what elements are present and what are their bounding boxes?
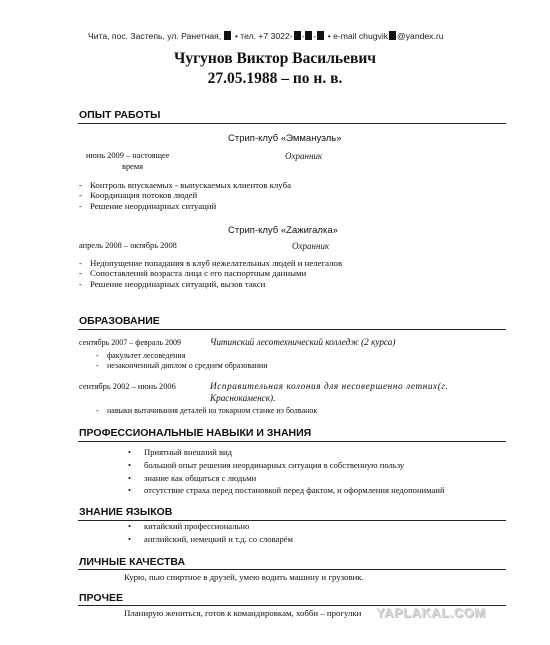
contact-email-suffix: @yandex.ru — [397, 31, 444, 41]
section-divider — [78, 441, 506, 442]
job-company: Стрип-клуб «Zажигалка» — [228, 225, 338, 236]
list-item: • Приятный внешний вид — [128, 445, 445, 459]
job-role: Охранник — [292, 241, 330, 251]
date-of-birth: 27.05.1988 – по н. в. — [207, 70, 343, 87]
list-item: - Недопущение попадания в клуб нежелательных людей и нелегалов — [79, 258, 342, 268]
job-role: Охранник — [285, 151, 323, 161]
list-item: • отсутствие страха перед постановкой перед фактом, и оформления недопонимаий — [128, 484, 445, 497]
personal-text: Курю, пью спиртное в друзей, умею водить машину и грузовик. — [124, 572, 364, 582]
education-school: Исправительная колония для несовершенно летних(г. — [210, 381, 449, 391]
job-duties-list — [79, 180, 291, 211]
section-divider — [78, 329, 506, 330]
list-item: • английский, немецкий и т.д. со словарём — [128, 533, 293, 546]
section-title-other: ПРОЧЕЕ — [79, 592, 123, 604]
education-notes — [96, 406, 317, 416]
education-school-continued: Краснокаменск). — [210, 393, 276, 403]
list-item: - Решение неординарных ситуаций, вызов такси — [79, 279, 342, 289]
site-watermark: YAPLAKAL.COM — [376, 605, 486, 620]
contact-phone: • тел. +7 3022- — [234, 31, 293, 41]
redacted-block — [317, 31, 324, 40]
redacted-block — [294, 31, 301, 40]
education-notes — [96, 351, 268, 372]
list-item: - Контроль впускаемых - выпускаемых клиентов клуба — [79, 180, 291, 190]
job-duties-list — [79, 258, 342, 289]
list-item: - навыки вытачивания деталей на токарном станке из болванок — [96, 406, 317, 416]
job-period: июнь 2009 – настоящее — [86, 151, 170, 160]
contact-email-prefix: • e-mail chugvik — [327, 31, 389, 41]
job-period: апрель 2008 – октябрь 2008 — [79, 241, 177, 250]
languages-list — [128, 520, 293, 546]
list-item: - факультет лесоведения — [96, 351, 268, 361]
section-title-languages: ЗНАНИЕ ЯЗЫКОВ — [79, 506, 173, 518]
list-item: • знание как общаться с людьми — [128, 472, 445, 485]
job-company: Стрип-клуб «Эммануэль» — [228, 133, 342, 144]
person-name: Чугунов Виктор Васильевич — [173, 50, 377, 67]
list-item: - Решение неординарных ситуаций — [79, 201, 291, 211]
skills-list — [128, 445, 445, 497]
education-school: Читинский лесотехнический колледж (2 курса) — [210, 337, 396, 347]
list-item: - Координация потоков людей — [79, 190, 291, 200]
redacted-block — [389, 31, 396, 40]
section-title-education: ОБРАЗОВАНИЕ — [79, 315, 160, 327]
redacted-block — [305, 31, 312, 40]
contact-line: Чита, пос. Застепь, ул. Ранетная, • тел. +7 3022- - - • e-mail chugvik @yandex.ru — [88, 31, 444, 41]
list-item: - Сопоставлений возраста лица с его паспортным данными — [79, 268, 342, 278]
list-item: - незаконченный диплом о среднем образовании — [96, 361, 268, 371]
section-title-skills: ПРОФЕССИОНАЛЬНЫЕ НАВЫКИ И ЗНАНИЯ — [79, 427, 312, 439]
list-item: • большой опыт решения неординарных ситуация в собственную пользу — [128, 459, 445, 472]
list-item: • китайский профессионально — [128, 520, 293, 533]
section-divider — [78, 123, 506, 124]
other-text: Планирую жениться, готов к командировкам, хобби – прогулки — [124, 608, 362, 618]
section-title-experience: ОПЫТ РАБОТЫ — [79, 109, 161, 121]
education-period: сентябрь 2002 – июнь 2006 — [79, 382, 176, 391]
redacted-block — [224, 31, 231, 40]
contact-address: Чита, пос. Застепь, ул. Ранетная, — [88, 31, 222, 41]
education-period: сентябрь 2007 – февраль 2009 — [79, 338, 182, 347]
section-divider — [78, 569, 506, 570]
section-title-personal: ЛИЧНЫЕ КАЧЕСТВА — [79, 556, 186, 568]
job-period-continued: время — [122, 162, 144, 171]
